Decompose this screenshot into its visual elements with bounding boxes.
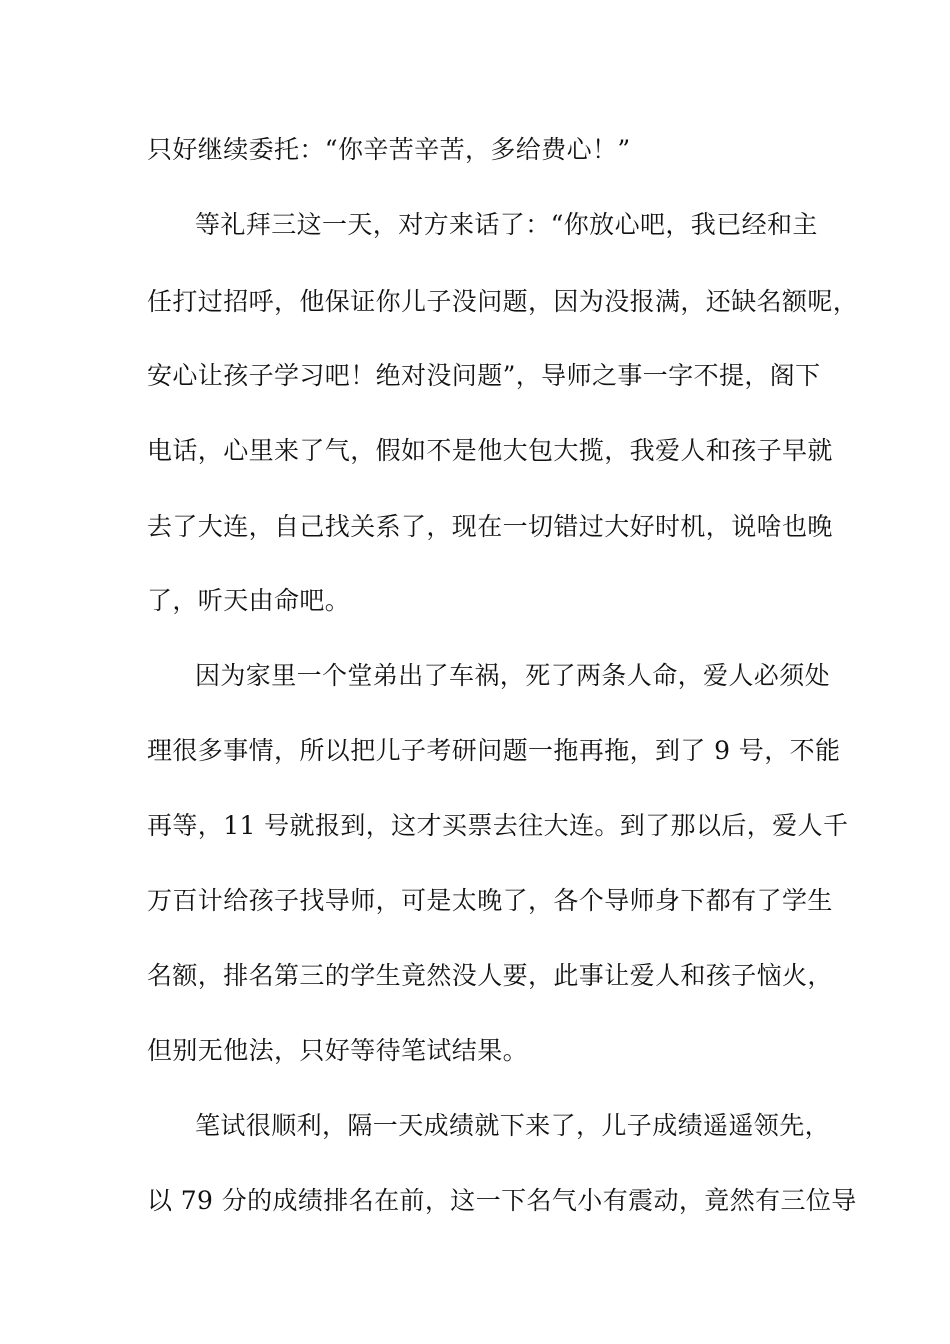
text-line: 理很多事情，所以把儿子考研问题一拖再拖，到了 9 号，不能 xyxy=(147,736,841,765)
text-line: 安心让孩子学习吧！绝对没问题”，导师之事一字不提，阁下 xyxy=(147,361,821,390)
text-line: 只好继续委托：“你辛苦辛苦，多给费心！” xyxy=(147,135,631,164)
text-line: 名额，排名第三的学生竟然没人要，此事让爱人和孩子恼火， xyxy=(147,961,833,990)
text-line: 因为家里一个堂弟出了车祸，死了两条人命，爱人必须处 xyxy=(195,661,831,690)
text-line: 但别无他法，只好等待笔试结果。 xyxy=(147,1036,529,1065)
text-line: 笔试很顺利，隔一天成绩就下来了，儿子成绩遥遥领先， xyxy=(195,1111,831,1140)
text-line: 了，听天由命吧。 xyxy=(147,586,351,615)
text-line: 去了大连，自己找关系了，现在一切错过大好时机，说啥也晚 xyxy=(147,512,833,541)
text-line: 任打过招呼，他保证你儿子没问题，因为没报满，还缺名额呢， xyxy=(147,287,859,316)
text-line: 等礼拜三这一天，对方来话了：“你放心吧，我已经和主 xyxy=(195,210,818,239)
text-line: 电话，心里来了气，假如不是他大包大揽，我爱人和孩子早就 xyxy=(147,436,833,465)
text-line: 再等，11 号就报到，这才买票去往大连。到了那以后，爱人千 xyxy=(147,811,849,840)
text-line: 以 79 分的成绩排名在前，这一下名气小有震动，竟然有三位导 xyxy=(147,1186,857,1215)
text-line: 万百计给孩子找导师，可是太晚了，各个导师身下都有了学生 xyxy=(147,886,833,915)
